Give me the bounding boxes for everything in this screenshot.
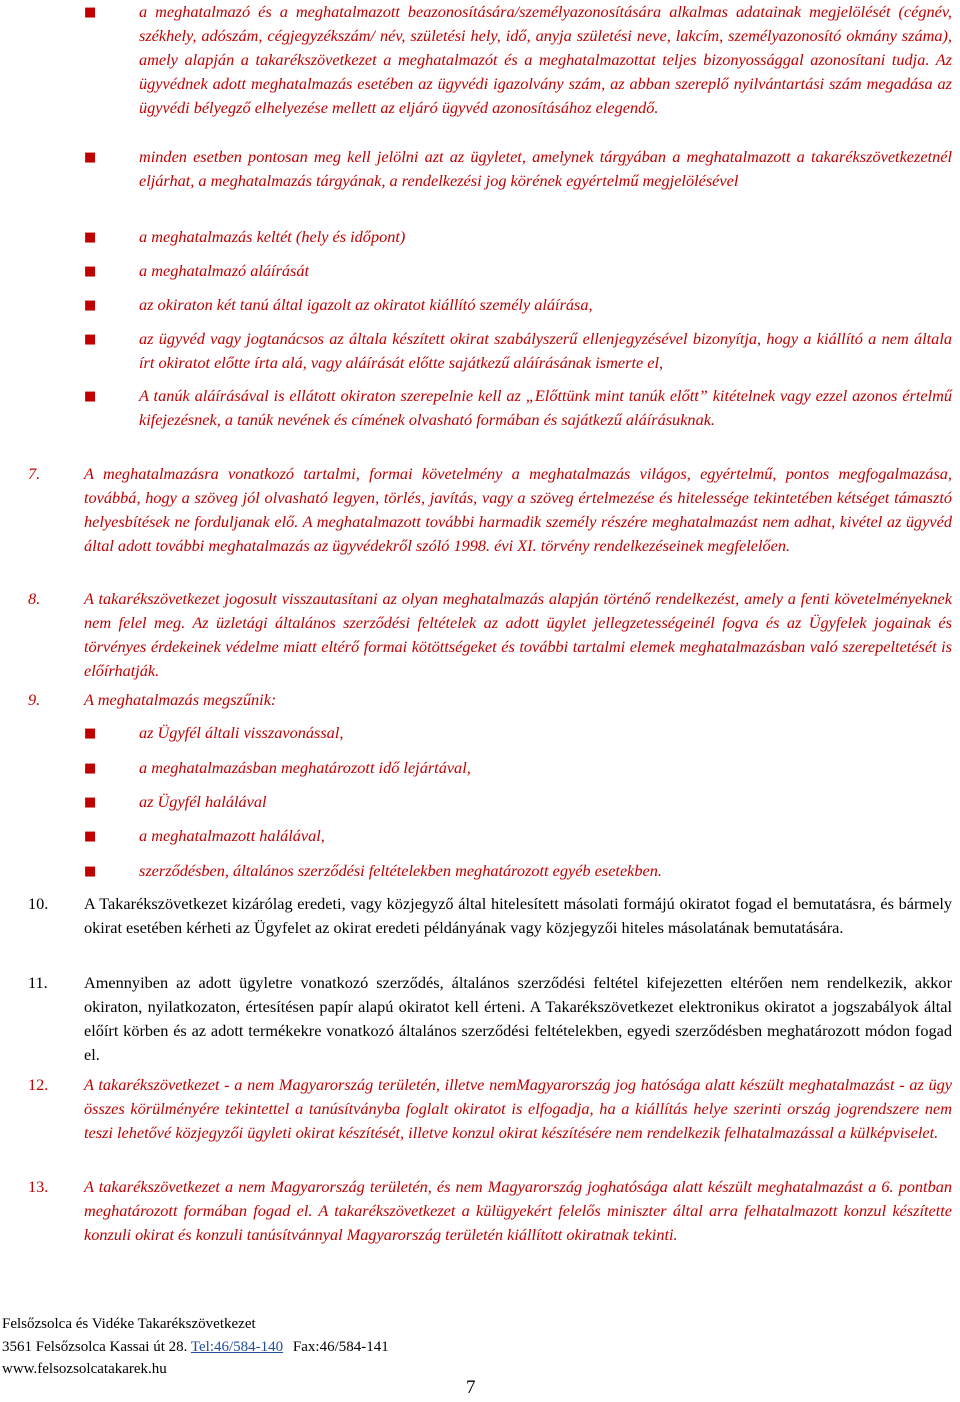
paragraph-text: A takarékszövetkezet - a nem Magyarország területén, illetve nemMagyarország jog hatósága alatt készült meghatalmazást - az ügy összes körülményére tekintettel a tanúsítványba foglalt okiratot is elfogadja, ha a kiállítás helye szerinti ország jogrendszere nem teszi lehetővé közjegyzői ügyleti okirat készítését, illetve konzul okirat készítésére nem rendelkezik felhatalmazással a külképviselet.: [84, 1075, 952, 1142]
list-item: [84, 756, 952, 780]
paragraph-text: A Takarékszövetkezet kizárólag eredeti, vagy közjegyző által hitelesített másolati formájú okiratot fogad el bemutatásra, és bármely okirat esetében kérheti az Ügyfelet az okirat eredeti példányának vagy közjegyzői hiteles másolatának bemutatására.: [84, 894, 952, 937]
paragraph-text: Amennyiben az adott ügyletre vonatkozó szerződés, általános szerződési feltétel kifejezetten eltérően nem rendelkezik, akkor okiraton, nyilatkozaton, értesítésen papír alapú okiratot kell érteni. A Takarékszövetkezet elektronikus okiratot a jogszabályok által előírt körben és az adott termékekre vonatkozó általános szerződési feltételekben, egyedi szerződésben meghatározott módon fogad el.: [84, 973, 952, 1064]
bullet-text: a meghatalmazó aláírását: [139, 261, 310, 280]
paragraph-number: 13.: [28, 1177, 49, 1196]
paragraph-number: 7.: [28, 464, 41, 483]
footer-fax: Fax:46/584-141: [292, 1339, 389, 1355]
bullet-icon: ■: [84, 5, 97, 20]
bullet-text: minden esetben pontosan meg kell jelölni azt az ügyletet, amelynek tárgyában a meghatalmazott a takarékszövetkezetnél eljárhat, a meghatalmazás tárgyának, a rendelkezési jog körének egyértelmű megjelölésével: [139, 147, 952, 190]
bullet-text: a meghatalmazás keltét (hely és időpont): [139, 227, 406, 246]
list-item: [84, 859, 952, 883]
bullet-icon: ■: [84, 864, 97, 879]
numbered-paragraph-10: [28, 892, 952, 940]
numbered-paragraph-8: [28, 587, 952, 683]
list-item: [84, 384, 952, 432]
paragraph-number: 8.: [28, 589, 41, 608]
list-item: [84, 225, 952, 249]
bullet-text: az ügyvéd vagy jogtanácsos az általa készített okirat szabályszerű ellenjegyzésével bizonyítja, hogy a kiállító a nem általa írt okiratot előtte írta alá, vagy aláírását előtte sajátkezű aláírásának ismerte el,: [139, 329, 952, 372]
bullet-icon: ■: [84, 298, 97, 313]
bullet-text: a meghatalmazó és a meghatalmazott beazonosítására/személyazonosítására alkalmas adatainak megjelölését (cégnév, székhely, adószám, cégjegyzékszám/ név, születési hely, idő, anyja születési neve, lakcím, személyazonosító okmány száma), amely alapján a takarékszövetkezet a meghatalmazót és a meghatalmazottat teljes bizonyossággal azonosítani tudja. Az ügyvédnek adott meghatalmazás esetében az ügyvédi igazolvány szám, az abban szereplő nyilvántartási szám megadása az ügyvédi bélyegző elhelyezése mellett az eljáró ügyvéd azonosításához elegendő.: [139, 2, 952, 117]
page-number: 7: [466, 1377, 476, 1398]
numbered-paragraph-7: [28, 462, 952, 558]
bullet-text: az Ügyfél általi visszavonással,: [139, 723, 344, 742]
numbered-paragraph-9: [28, 688, 952, 712]
footer-address: 3561 Felsőzsolca Kassai út 28.: [2, 1339, 188, 1355]
paragraph-number: 9.: [28, 690, 41, 709]
list-item: [84, 327, 952, 375]
numbered-paragraph-12: [28, 1073, 952, 1145]
paragraph-text: A takarékszövetkezet a nem Magyarország területén, és nem Magyarország joghatósága alatt készült meghatalmazást a 6. pontban meghatározott formában fogad el. A takarékszövetkezet a külügyekért felelős miniszter által arra felhatalmazott konzul készítette konzuli okirat és konzuli tanúsítvánnyal Magyarország területén kiállított okiratnak tekinti.: [84, 1177, 952, 1244]
list-item: [84, 824, 952, 848]
numbered-paragraph-11: [28, 971, 952, 1067]
list-item: [84, 790, 952, 814]
bullet-text: a meghatalmazott halálával,: [139, 826, 325, 845]
bullet-icon: ■: [84, 389, 97, 404]
list-item: [84, 721, 952, 745]
paragraph-text: A takarékszövetkezet jogosult visszautasítani az olyan meghatalmazás alapján történő rendelkezést, amely a fenti követelményeknek nem felel meg. Az üzletági általános szerződési feltételek az adott ügylet jellegzetességeinél fogva és az Ügyfelek jogainak és törvényes érdekeinek védelme miatt eltérő formai kötöttségeket és további tartalmi elemek meghatalmazásban való szerepeltetését is előírhatják.: [84, 589, 952, 680]
list-item: [84, 0, 952, 120]
paragraph-number: 10.: [28, 894, 49, 913]
paragraph-text: A meghatalmazásra vonatkozó tartalmi, formai követelmény a meghatalmazás világos, egyértelmű, pontos megfogalmazása, továbbá, hogy a szöveg jól olvasható legyen, törlés, javítás, vagy a szöveg értelmezése és hitelessége tekintetében kétséget támasztó helyesbítések ne forduljanak elő. A meghatalmazott további harmadik személy részére meghatalmazást nem adhat, kivétel az ügyvéd által adott további meghatalmazás az ügyvédekről szóló 1998. évi XI. törvény rendelkezéseinek megfelelően.: [84, 464, 952, 555]
paragraph-number: 12.: [28, 1075, 49, 1094]
bullet-icon: ■: [84, 230, 97, 245]
paragraph-text: A meghatalmazás megszűnik:: [84, 690, 277, 709]
numbered-paragraph-13: [28, 1175, 952, 1247]
footer-org: Felsőzsolca és Vidéke Takarékszövetkezet: [2, 1316, 256, 1332]
bullet-text: szerződésben, általános szerződési feltételekben meghatározott egyéb esetekben.: [139, 861, 662, 880]
bullet-text: A tanúk aláírásával is ellátott okiraton szerepelnie kell az „Előttünk mint tanúk előtt” kitételnek vagy ezzel azonos értelmű kifejezésnek, a tanúk nevének és címének olvasható formában és sajátkezű aláírásuknak.: [139, 386, 952, 429]
bullet-icon: ■: [84, 795, 97, 810]
bullet-icon: ■: [84, 829, 97, 844]
bullet-icon: ■: [84, 264, 97, 279]
bullet-icon: ■: [84, 761, 97, 776]
list-item: [84, 145, 952, 193]
paragraph-number: 11.: [28, 973, 48, 992]
bullet-icon: ■: [84, 726, 97, 741]
list-item: [84, 293, 952, 317]
bullet-text: az okiraton két tanú által igazolt az okiratot kiállító személy aláírása,: [139, 295, 593, 314]
bullet-icon: ■: [84, 150, 97, 165]
footer-web: www.felsozsolcatakarek.hu: [2, 1361, 167, 1377]
list-item: [84, 259, 952, 283]
bullet-text: a meghatalmazásban meghatározott idő lejártával,: [139, 758, 471, 777]
bullet-text: az Ügyfél halálával: [139, 792, 267, 811]
bullet-icon: ■: [84, 332, 97, 347]
footer-tel-link[interactable]: Tel:46/584-140: [190, 1339, 284, 1355]
footer-contact: [2, 1336, 389, 1358]
